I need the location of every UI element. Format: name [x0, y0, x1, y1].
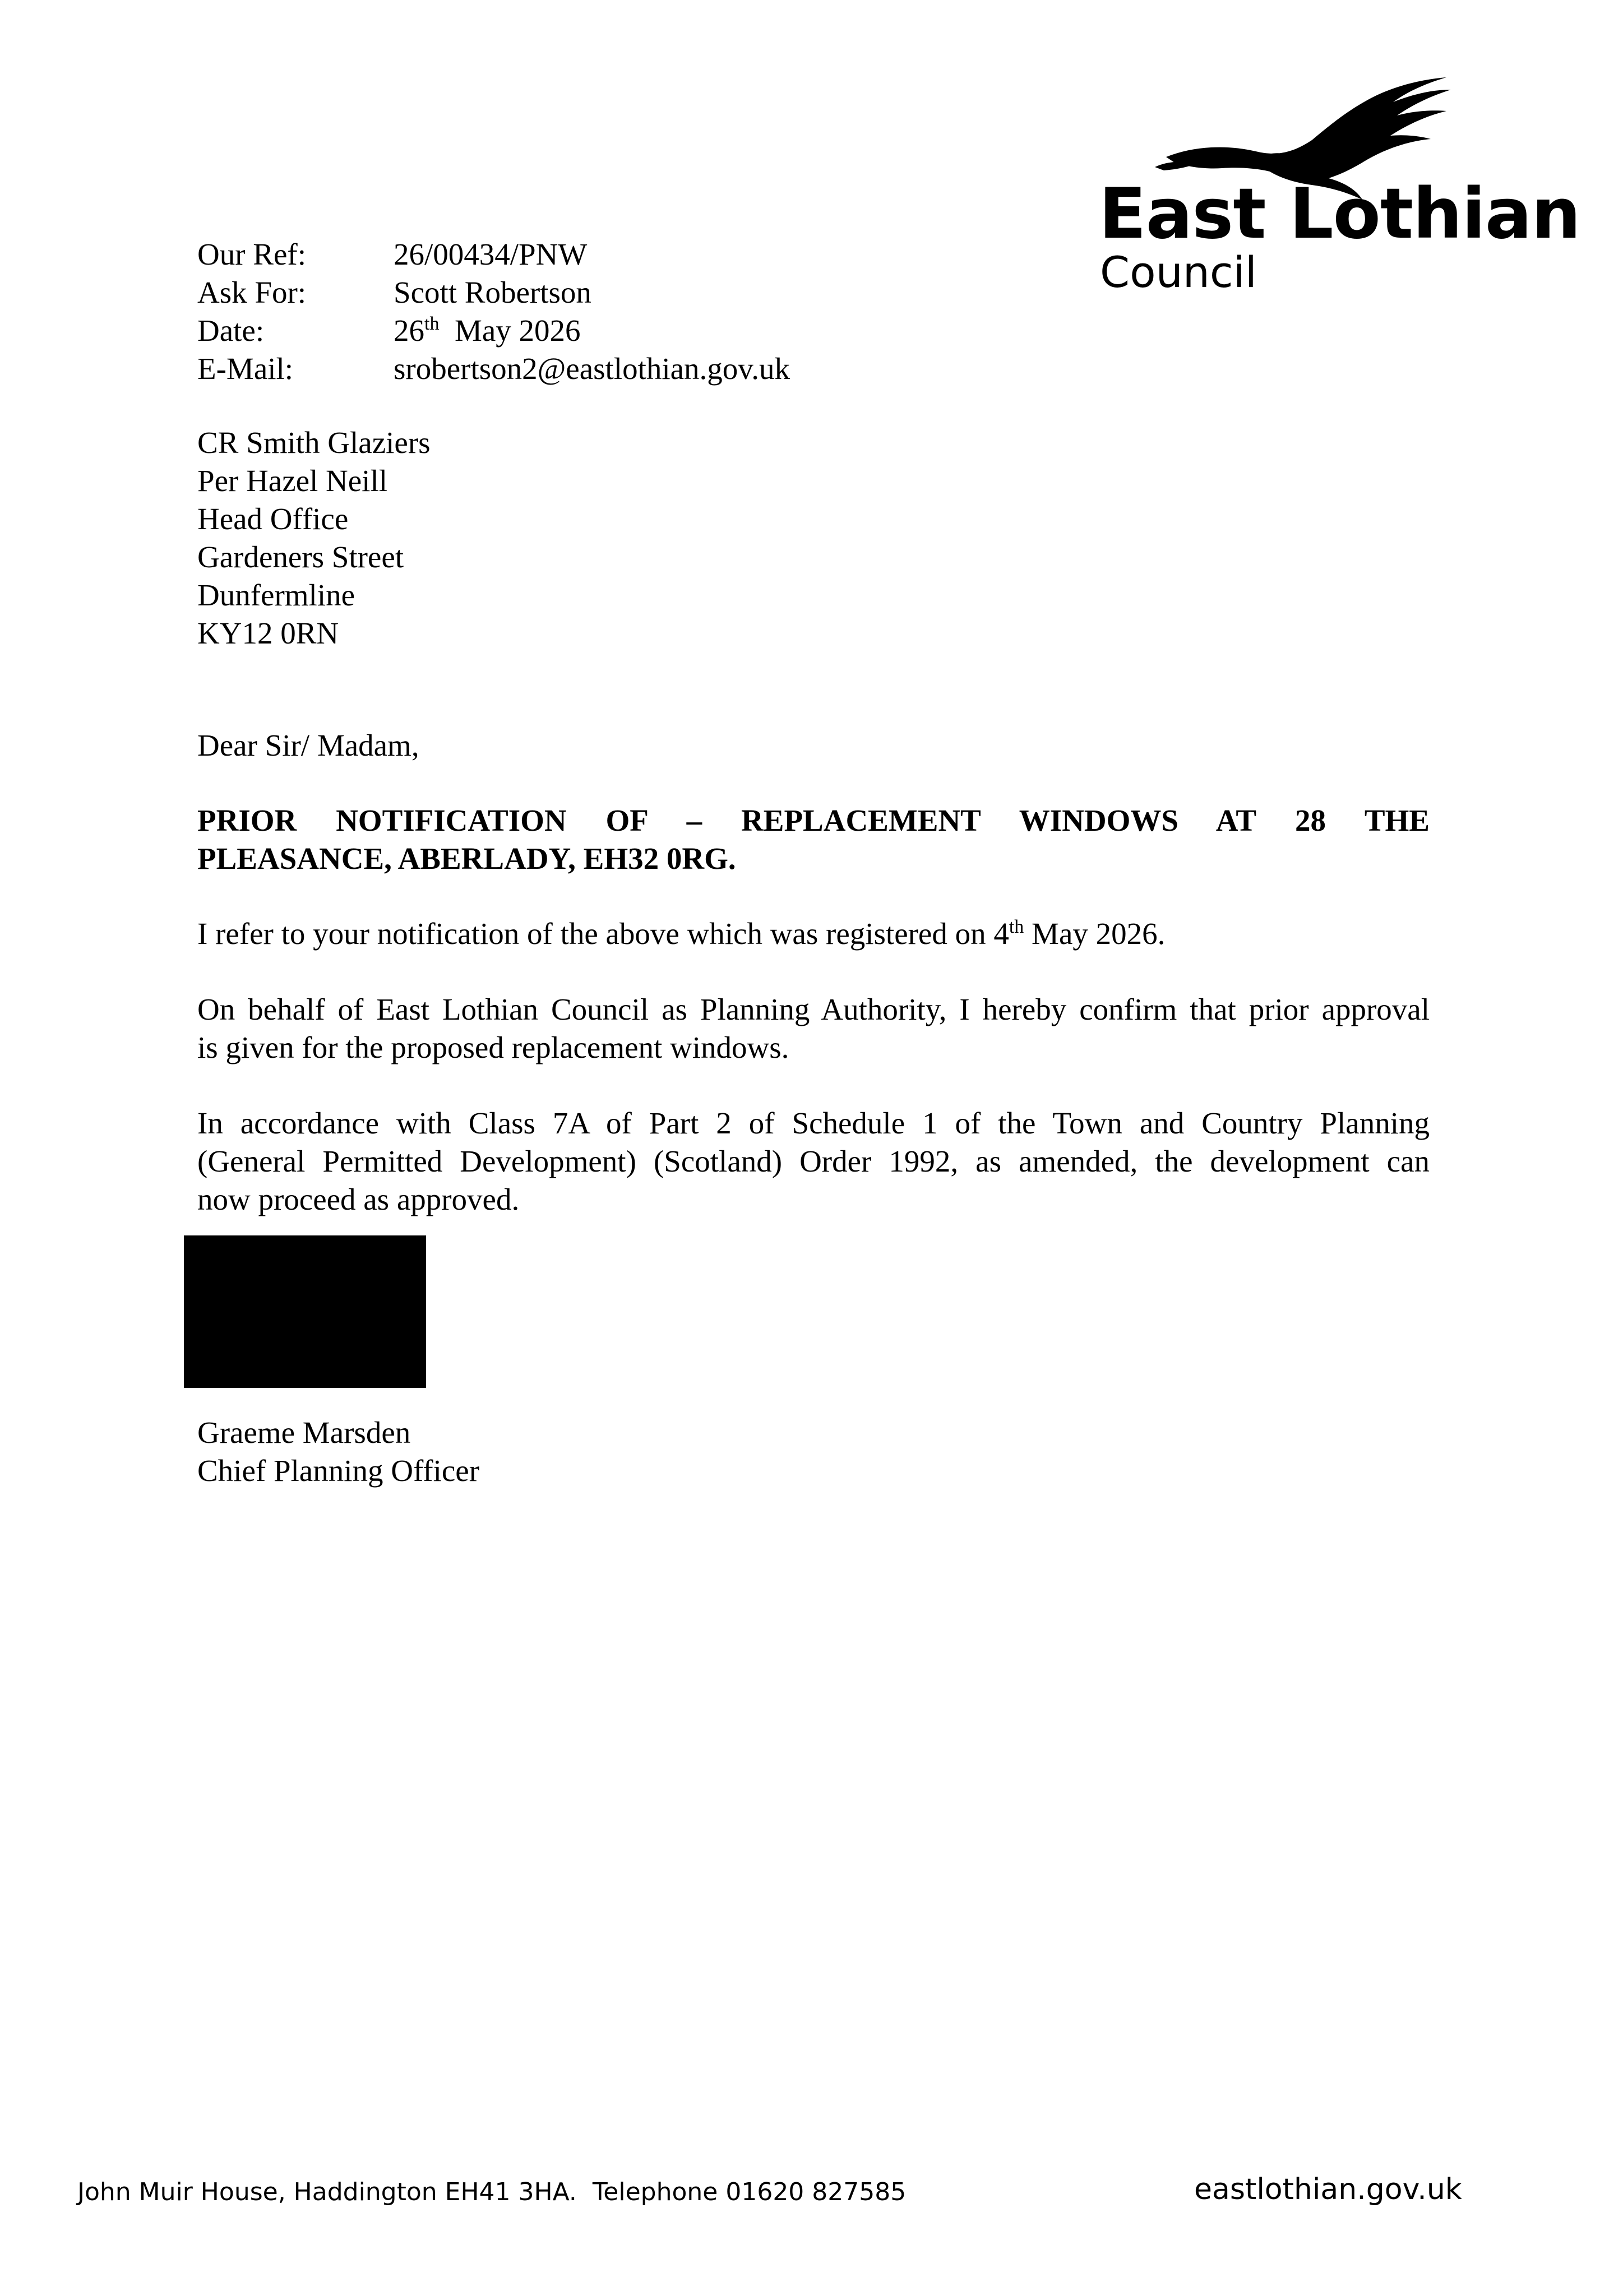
address-line: CR Smith Glaziers — [197, 425, 431, 460]
subject-line: PRIOR NOTIFICATION OF – REPLACEMENT WINDOWS AT 28 THE — [197, 803, 1430, 837]
recipient-address — [197, 424, 431, 652]
reference-block — [197, 235, 790, 388]
paragraph-legislation — [197, 1104, 1430, 1219]
subject-line: PLEASANCE, ABERLADY, EH32 0RG. — [197, 841, 736, 876]
date-suffix: th — [424, 313, 440, 334]
date-month-year: May 2026 — [439, 313, 581, 348]
paragraph-line: is given for the proposed replacement windows. — [197, 1030, 789, 1064]
paragraph-text: I refer to your notification of the above which was registered on 4 — [197, 916, 1009, 951]
ref-value: 26/00434/PNW — [394, 237, 588, 271]
logo-council: Council — [1100, 247, 1257, 297]
ref-value: Scott Robertson — [394, 275, 591, 309]
paragraph-line: On behalf of East Lothian Council as Planning Authority, I hereby confirm that prior approval — [197, 992, 1430, 1026]
footer-address: John Muir House, Haddington EH41 3HA. Telephone 01620 827585 — [77, 2178, 907, 2206]
paragraph-line: now proceed as approved. — [197, 1182, 520, 1216]
logo-name: East Lothian — [1099, 174, 1580, 254]
date-day: 26 — [394, 313, 424, 348]
signatory-title: Chief Planning Officer — [197, 1453, 480, 1488]
ref-label: E-Mail: — [197, 351, 294, 386]
address-line: Dunfermline — [197, 578, 355, 612]
address-line: Gardeners Street — [197, 540, 404, 574]
address-line: Per Hazel Neill — [197, 464, 388, 498]
address-line: KY12 0RN — [197, 616, 339, 650]
paragraph-notification — [197, 915, 1430, 953]
address-line: Head Office — [197, 502, 349, 536]
ref-row — [197, 235, 790, 274]
email-value: srobertson2@eastlothian.gov.uk — [394, 351, 790, 386]
signoff-block — [197, 1414, 479, 1490]
council-logo — [1099, 73, 1580, 297]
ref-label: Date: — [197, 313, 265, 348]
footer-website: eastlothian.gov.uk — [1194, 2173, 1462, 2206]
ref-row — [197, 312, 790, 350]
paragraph-line: (General Permitted Development) (Scotland) Order 1992, as amended, the development can — [197, 1144, 1430, 1178]
ref-row — [197, 350, 790, 388]
date-value — [394, 312, 581, 350]
signatory-name: Graeme Marsden — [197, 1415, 411, 1450]
paragraph-line: In accordance with Class 7A of Part 2 of Schedule 1 of the Town and Country Planning — [197, 1106, 1430, 1140]
salutation: Dear Sir/ Madam, — [197, 728, 419, 762]
paragraph-approval — [197, 990, 1430, 1067]
paragraph-text: May 2026. — [1024, 916, 1166, 951]
date-suffix: th — [1009, 916, 1024, 937]
ref-label: Our Ref: — [197, 237, 306, 271]
ref-label: Ask For: — [197, 275, 307, 309]
subject-heading — [197, 802, 1430, 878]
ref-row — [197, 274, 790, 312]
redacted-signature — [184, 1235, 426, 1388]
